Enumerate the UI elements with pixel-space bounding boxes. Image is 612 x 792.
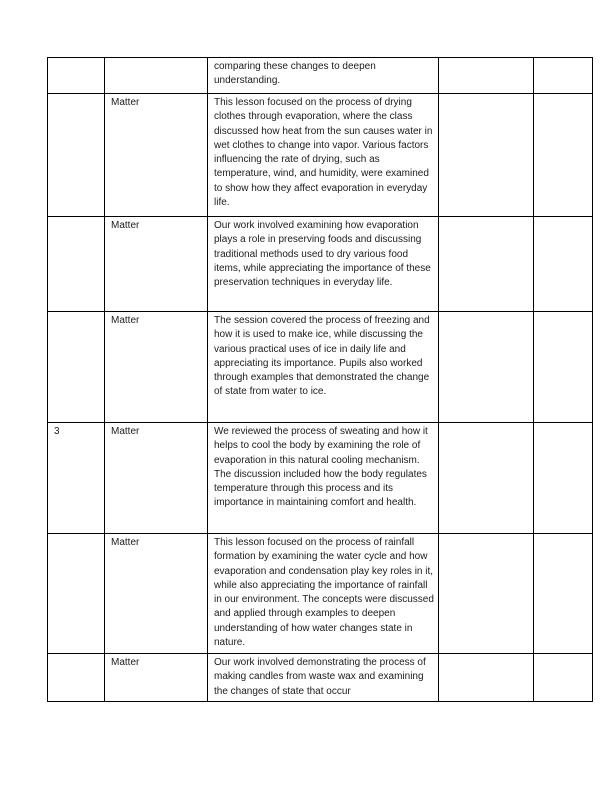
empty-cell (439, 423, 534, 534)
week-cell (48, 654, 105, 702)
empty-cell (439, 312, 534, 423)
description-cell: The session covered the process of freezing and how it is used to make ice, while discussing the various practical uses of ice in daily life and appreciating its importance. Pupils also worked through examples that demonstrated the change of state from water to ice. (208, 312, 439, 423)
table-row (48, 534, 593, 654)
strand-cell: Matter (105, 94, 208, 217)
empty-cell (439, 654, 534, 702)
table-row (48, 654, 593, 702)
week-cell (48, 217, 105, 312)
empty-cell (534, 217, 593, 312)
table-row (48, 312, 593, 423)
week-cell (48, 312, 105, 423)
empty-cell (439, 534, 534, 654)
empty-cell (534, 423, 593, 534)
table-row (48, 58, 593, 94)
description-cell: This lesson focused on the process of drying clothes through evaporation, where the class discussed how heat from the sun causes water in wet clothes to change into vapor. Various factors influencing the rate of drying, such as temperature, wind, and humidity, were examined to show how they affect evaporation in everyday life. (208, 94, 439, 217)
strand-cell (105, 58, 208, 94)
table-row (48, 94, 593, 217)
empty-cell (534, 534, 593, 654)
empty-cell (534, 312, 593, 423)
week-cell (48, 58, 105, 94)
strand-cell: Matter (105, 217, 208, 312)
description-cell: comparing these changes to deepen understanding. (208, 58, 439, 94)
table-row (48, 217, 593, 312)
strand-cell: Matter (105, 534, 208, 654)
strand-cell: Matter (105, 423, 208, 534)
strand-cell: Matter (105, 312, 208, 423)
description-cell: This lesson focused on the process of rainfall formation by examining the water cycle and how evaporation and condensation play key roles in it, while also appreciating the importance of rainfall in our environment. The concepts were discussed and applied through examples to deepen understanding of how water changes state in nature. (208, 534, 439, 654)
empty-cell (534, 94, 593, 217)
description-cell: Our work involved demonstrating the process of making candles from waste wax and examining the changes of state that occur (208, 654, 439, 702)
week-cell: 3 (48, 423, 105, 534)
lesson-log-table (47, 57, 593, 702)
empty-cell (439, 94, 534, 217)
empty-cell (439, 58, 534, 94)
description-cell: We reviewed the process of sweating and how it helps to cool the body by examining the role of evaporation in this natural cooling mechanism. The discussion included how the body regulates temperature through this process and its importance in maintaining comfort and health. (208, 423, 439, 534)
empty-cell (534, 654, 593, 702)
empty-cell (439, 217, 534, 312)
description-cell: Our work involved examining how evaporation plays a role in preserving foods and discussing traditional methods used to dry various food items, while appreciating the importance of these preservation techniques in everyday life. (208, 217, 439, 312)
week-cell (48, 94, 105, 217)
week-cell (48, 534, 105, 654)
empty-cell (534, 58, 593, 94)
table-row (48, 423, 593, 534)
strand-cell: Matter (105, 654, 208, 702)
